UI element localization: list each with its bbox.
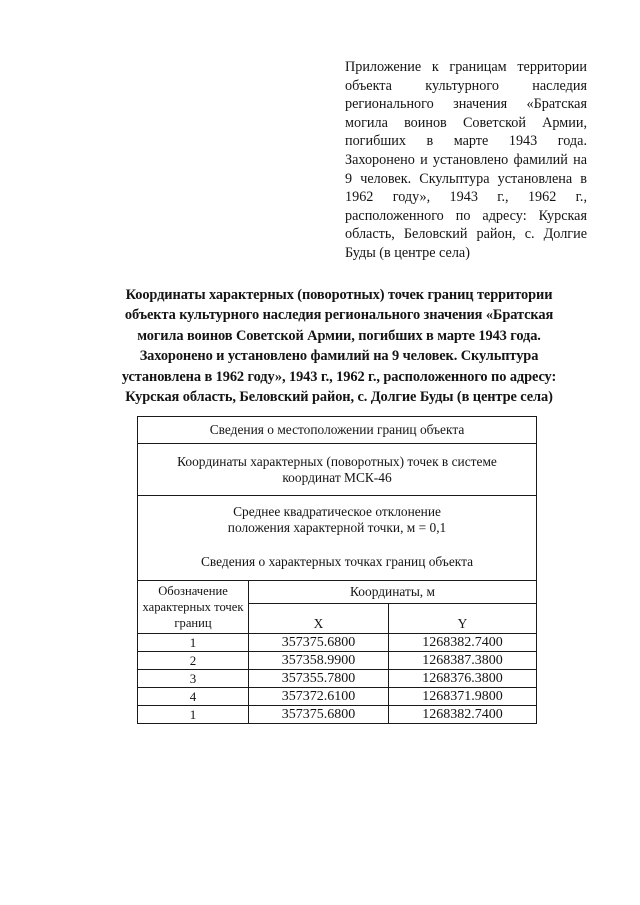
coord-system-cell: Координаты характерных (поворотных) точек в системе координат МСК-46	[138, 444, 537, 496]
header-designation: Обозначение характерных точек границ	[138, 581, 249, 634]
point-x: 357375.6800	[249, 706, 389, 724]
coordinates-table	[137, 416, 537, 724]
deviation-line-1: Среднее квадратическое отклонение	[233, 504, 441, 519]
point-y: 1268382.7400	[389, 634, 537, 652]
points-info-text: Сведения о характерных точках границ объекта	[200, 554, 474, 569]
point-x: 357358.9900	[249, 652, 389, 670]
point-x: 357355.7800	[249, 670, 389, 688]
deviation-line-2: положения характерной точки, м = 0,1	[227, 520, 447, 535]
point-x: 357372.6100	[249, 688, 389, 706]
table-row-location-info	[138, 417, 537, 444]
point-number: 1	[138, 706, 249, 724]
point-x: 357375.6800	[249, 634, 389, 652]
table-row-coord-system	[138, 444, 537, 496]
appendix-note: Приложение к границам территории объекта культурного наследия регионального значения «Братская могила воинов Советской Армии, погибших в марте 1943 года. Захоронено и установлено фамилий на 9 человек. Скульптура установлена в 1962 году», 1943 г., 1962 г., расположенного по адресу: Курская область, Беловский район, с. Долгие Буды (в центре села)	[345, 59, 587, 261]
deviation-cell	[138, 496, 537, 581]
table-row-deviation	[138, 496, 537, 581]
table-row	[138, 652, 537, 670]
point-y: 1268376.3800	[389, 670, 537, 688]
table-row	[138, 706, 537, 724]
point-y: 1268371.9800	[389, 688, 537, 706]
point-number: 1	[138, 634, 249, 652]
table-row	[138, 688, 537, 706]
header-y: Y	[389, 603, 537, 633]
header-coordinates: Координаты, м	[249, 581, 537, 604]
point-number: 2	[138, 652, 249, 670]
point-number: 3	[138, 670, 249, 688]
location-info-cell: Сведения о местоположении границ объекта	[138, 417, 537, 444]
table-row	[138, 670, 537, 688]
header-x: X	[249, 603, 389, 633]
table-row	[138, 634, 537, 652]
point-y: 1268382.7400	[389, 706, 537, 724]
point-number: 4	[138, 688, 249, 706]
table-header-row	[138, 581, 537, 604]
document-title: Координаты характерных (поворотных) точек границ территории объекта культурного наследия регионального значения «Братская могила воинов Советской Армии, погибших в марте 1943 года. Захоронено и установлено фамилий на 9 человек. Скульптура установлена в 1962 году», 1943 г., 1962 г., расположенного по адресу: Курская область, Беловский район, с. Долгие Буды (в центре села)	[121, 287, 557, 406]
point-y: 1268387.3800	[389, 652, 537, 670]
